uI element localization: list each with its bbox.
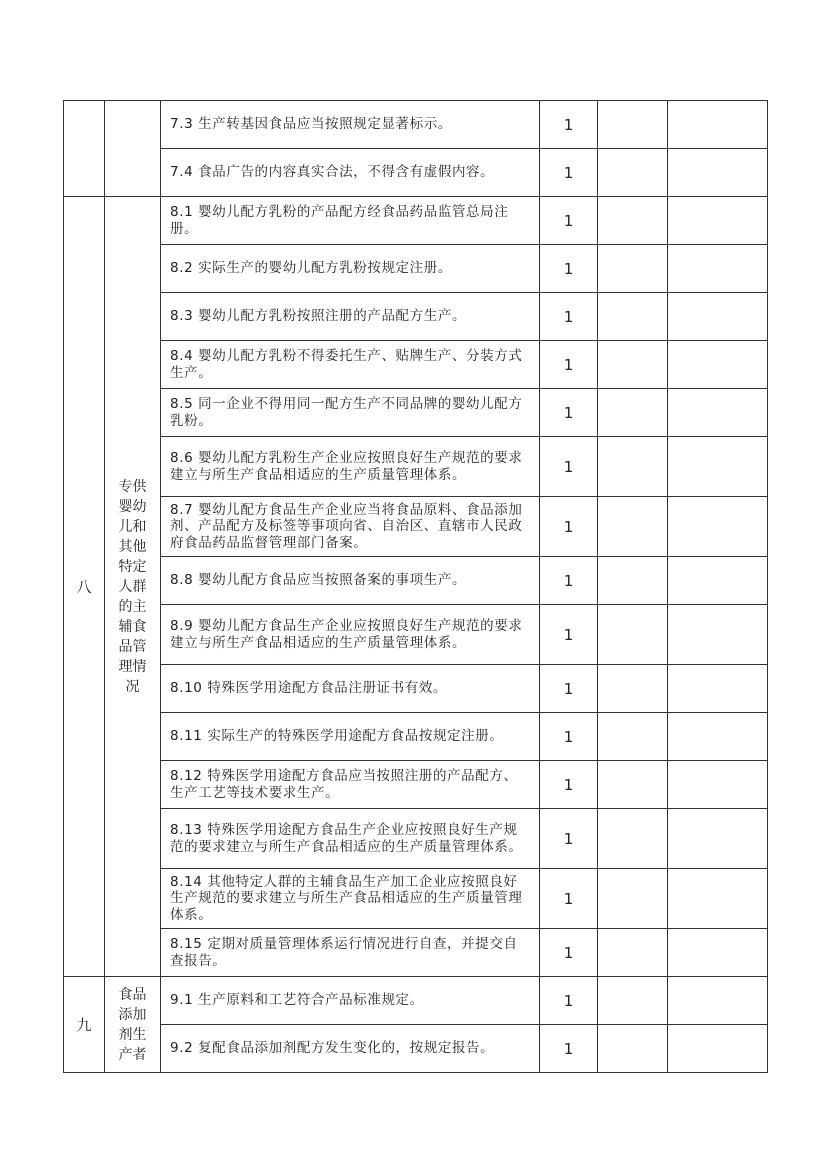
table-row — [64, 101, 768, 149]
item-score: 1 — [540, 929, 598, 977]
table-row — [64, 293, 768, 341]
section-category-label: 专供婴幼儿和其他特定人群的主辅食品管理情况 — [118, 478, 147, 695]
item-score: 1 — [540, 389, 598, 437]
table-row — [64, 197, 768, 245]
table-row — [64, 869, 768, 929]
item-score: 1 — [540, 197, 598, 245]
inspection-item-text: 8.10 特殊医学用途配方食品注册证书有效。 — [161, 665, 540, 713]
inspection-item-text: 9.2 复配食品添加剂配方发生变化的，按规定报告。 — [161, 1025, 540, 1073]
remarks-cell[interactable] — [668, 713, 768, 761]
table-row — [64, 245, 768, 293]
table-row — [64, 557, 768, 605]
result-cell[interactable] — [598, 101, 668, 149]
table-row — [64, 389, 768, 437]
inspection-item-text: 7.3 生产转基因食品应当按照规定显著标示。 — [161, 101, 540, 149]
result-cell[interactable] — [598, 497, 668, 557]
remarks-cell[interactable] — [668, 245, 768, 293]
inspection-item-text: 8.12 特殊医学用途配方食品应当按照注册的产品配方、生产工艺等技术要求生产。 — [161, 761, 540, 809]
inspection-table — [63, 100, 768, 1073]
result-cell[interactable] — [598, 149, 668, 197]
remarks-cell[interactable] — [668, 341, 768, 389]
item-score: 1 — [540, 437, 598, 497]
remarks-cell[interactable] — [668, 929, 768, 977]
remarks-cell[interactable] — [668, 665, 768, 713]
section-number: 九 — [64, 977, 105, 1073]
inspection-item-text: 8.14 其他特定人群的主辅食品生产加工企业应按照良好生产规范的要求建立与所生产食品相适应的生产质量管理体系。 — [161, 869, 540, 929]
table-body — [64, 101, 768, 1073]
remarks-cell[interactable] — [668, 389, 768, 437]
inspection-table-page — [63, 100, 767, 1073]
inspection-item-text: 8.13 特殊医学用途配方食品生产企业应按照良好生产规范的要求建立与所生产食品相适应的生产质量管理体系。 — [161, 809, 540, 869]
result-cell[interactable] — [598, 665, 668, 713]
item-score: 1 — [540, 497, 598, 557]
item-score: 1 — [540, 293, 598, 341]
item-score: 1 — [540, 605, 598, 665]
remarks-cell[interactable] — [668, 101, 768, 149]
item-score: 1 — [540, 809, 598, 869]
item-score: 1 — [540, 665, 598, 713]
section-category-label: 食品添加剂生产者 — [118, 986, 147, 1063]
inspection-item-text: 7.4 食品广告的内容真实合法，不得含有虚假内容。 — [161, 149, 540, 197]
item-score: 1 — [540, 713, 598, 761]
inspection-item-text: 9.1 生产原料和工艺符合产品标准规定。 — [161, 977, 540, 1025]
result-cell[interactable] — [598, 977, 668, 1025]
result-cell[interactable] — [598, 869, 668, 929]
remarks-cell[interactable] — [668, 149, 768, 197]
table-row — [64, 665, 768, 713]
remarks-cell[interactable] — [668, 809, 768, 869]
item-score: 1 — [540, 149, 598, 197]
inspection-item-text: 8.1 婴幼儿配方乳粉的产品配方经食品药品监管总局注册。 — [161, 197, 540, 245]
table-row — [64, 977, 768, 1025]
inspection-item-text: 8.9 婴幼儿配方食品生产企业应按照良好生产规范的要求建立与所生产食品相适应的生产质量管理体系。 — [161, 605, 540, 665]
remarks-cell[interactable] — [668, 761, 768, 809]
result-cell[interactable] — [598, 197, 668, 245]
remarks-cell[interactable] — [668, 497, 768, 557]
section-number — [64, 101, 105, 197]
result-cell[interactable] — [598, 713, 668, 761]
remarks-cell[interactable] — [668, 977, 768, 1025]
item-score: 1 — [540, 869, 598, 929]
table-row — [64, 929, 768, 977]
result-cell[interactable] — [598, 1025, 668, 1073]
section-category — [105, 197, 161, 977]
item-score: 1 — [540, 1025, 598, 1073]
result-cell[interactable] — [598, 761, 668, 809]
table-row — [64, 713, 768, 761]
table-row — [64, 1025, 768, 1073]
result-cell[interactable] — [598, 605, 668, 665]
remarks-cell[interactable] — [668, 557, 768, 605]
table-row — [64, 605, 768, 665]
section-number: 八 — [64, 197, 105, 977]
result-cell[interactable] — [598, 437, 668, 497]
remarks-cell[interactable] — [668, 293, 768, 341]
remarks-cell[interactable] — [668, 197, 768, 245]
remarks-cell[interactable] — [668, 869, 768, 929]
result-cell[interactable] — [598, 245, 668, 293]
inspection-item-text: 8.15 定期对质量管理体系运行情况进行自查，并提交自查报告。 — [161, 929, 540, 977]
table-row — [64, 437, 768, 497]
section-category — [105, 101, 161, 197]
inspection-item-text: 8.5 同一企业不得用同一配方生产不同品牌的婴幼儿配方乳粉。 — [161, 389, 540, 437]
result-cell[interactable] — [598, 929, 668, 977]
inspection-item-text: 8.4 婴幼儿配方乳粉不得委托生产、贴牌生产、分装方式生产。 — [161, 341, 540, 389]
item-score: 1 — [540, 341, 598, 389]
item-score: 1 — [540, 557, 598, 605]
result-cell[interactable] — [598, 389, 668, 437]
item-score: 1 — [540, 245, 598, 293]
inspection-item-text: 8.7 婴幼儿配方食品生产企业应当将食品原料、食品添加剂、产品配方及标签等事项向省、自治区、直辖市人民政府食品药品监督管理部门备案。 — [161, 497, 540, 557]
item-score: 1 — [540, 101, 598, 149]
remarks-cell[interactable] — [668, 437, 768, 497]
remarks-cell[interactable] — [668, 605, 768, 665]
table-row — [64, 149, 768, 197]
table-row — [64, 497, 768, 557]
table-row — [64, 761, 768, 809]
remarks-cell[interactable] — [668, 1025, 768, 1073]
result-cell[interactable] — [598, 557, 668, 605]
inspection-item-text: 8.6 婴幼儿配方乳粉生产企业应按照良好生产规范的要求建立与所生产食品相适应的生产质量管理体系。 — [161, 437, 540, 497]
result-cell[interactable] — [598, 293, 668, 341]
inspection-item-text: 8.3 婴幼儿配方乳粉按照注册的产品配方生产。 — [161, 293, 540, 341]
item-score: 1 — [540, 761, 598, 809]
result-cell[interactable] — [598, 809, 668, 869]
inspection-item-text: 8.2 实际生产的婴幼儿配方乳粉按规定注册。 — [161, 245, 540, 293]
result-cell[interactable] — [598, 341, 668, 389]
table-row — [64, 341, 768, 389]
inspection-item-text: 8.11 实际生产的特殊医学用途配方食品按规定注册。 — [161, 713, 540, 761]
item-score: 1 — [540, 977, 598, 1025]
section-category — [105, 977, 161, 1073]
inspection-item-text: 8.8 婴幼儿配方食品应当按照备案的事项生产。 — [161, 557, 540, 605]
table-row — [64, 809, 768, 869]
